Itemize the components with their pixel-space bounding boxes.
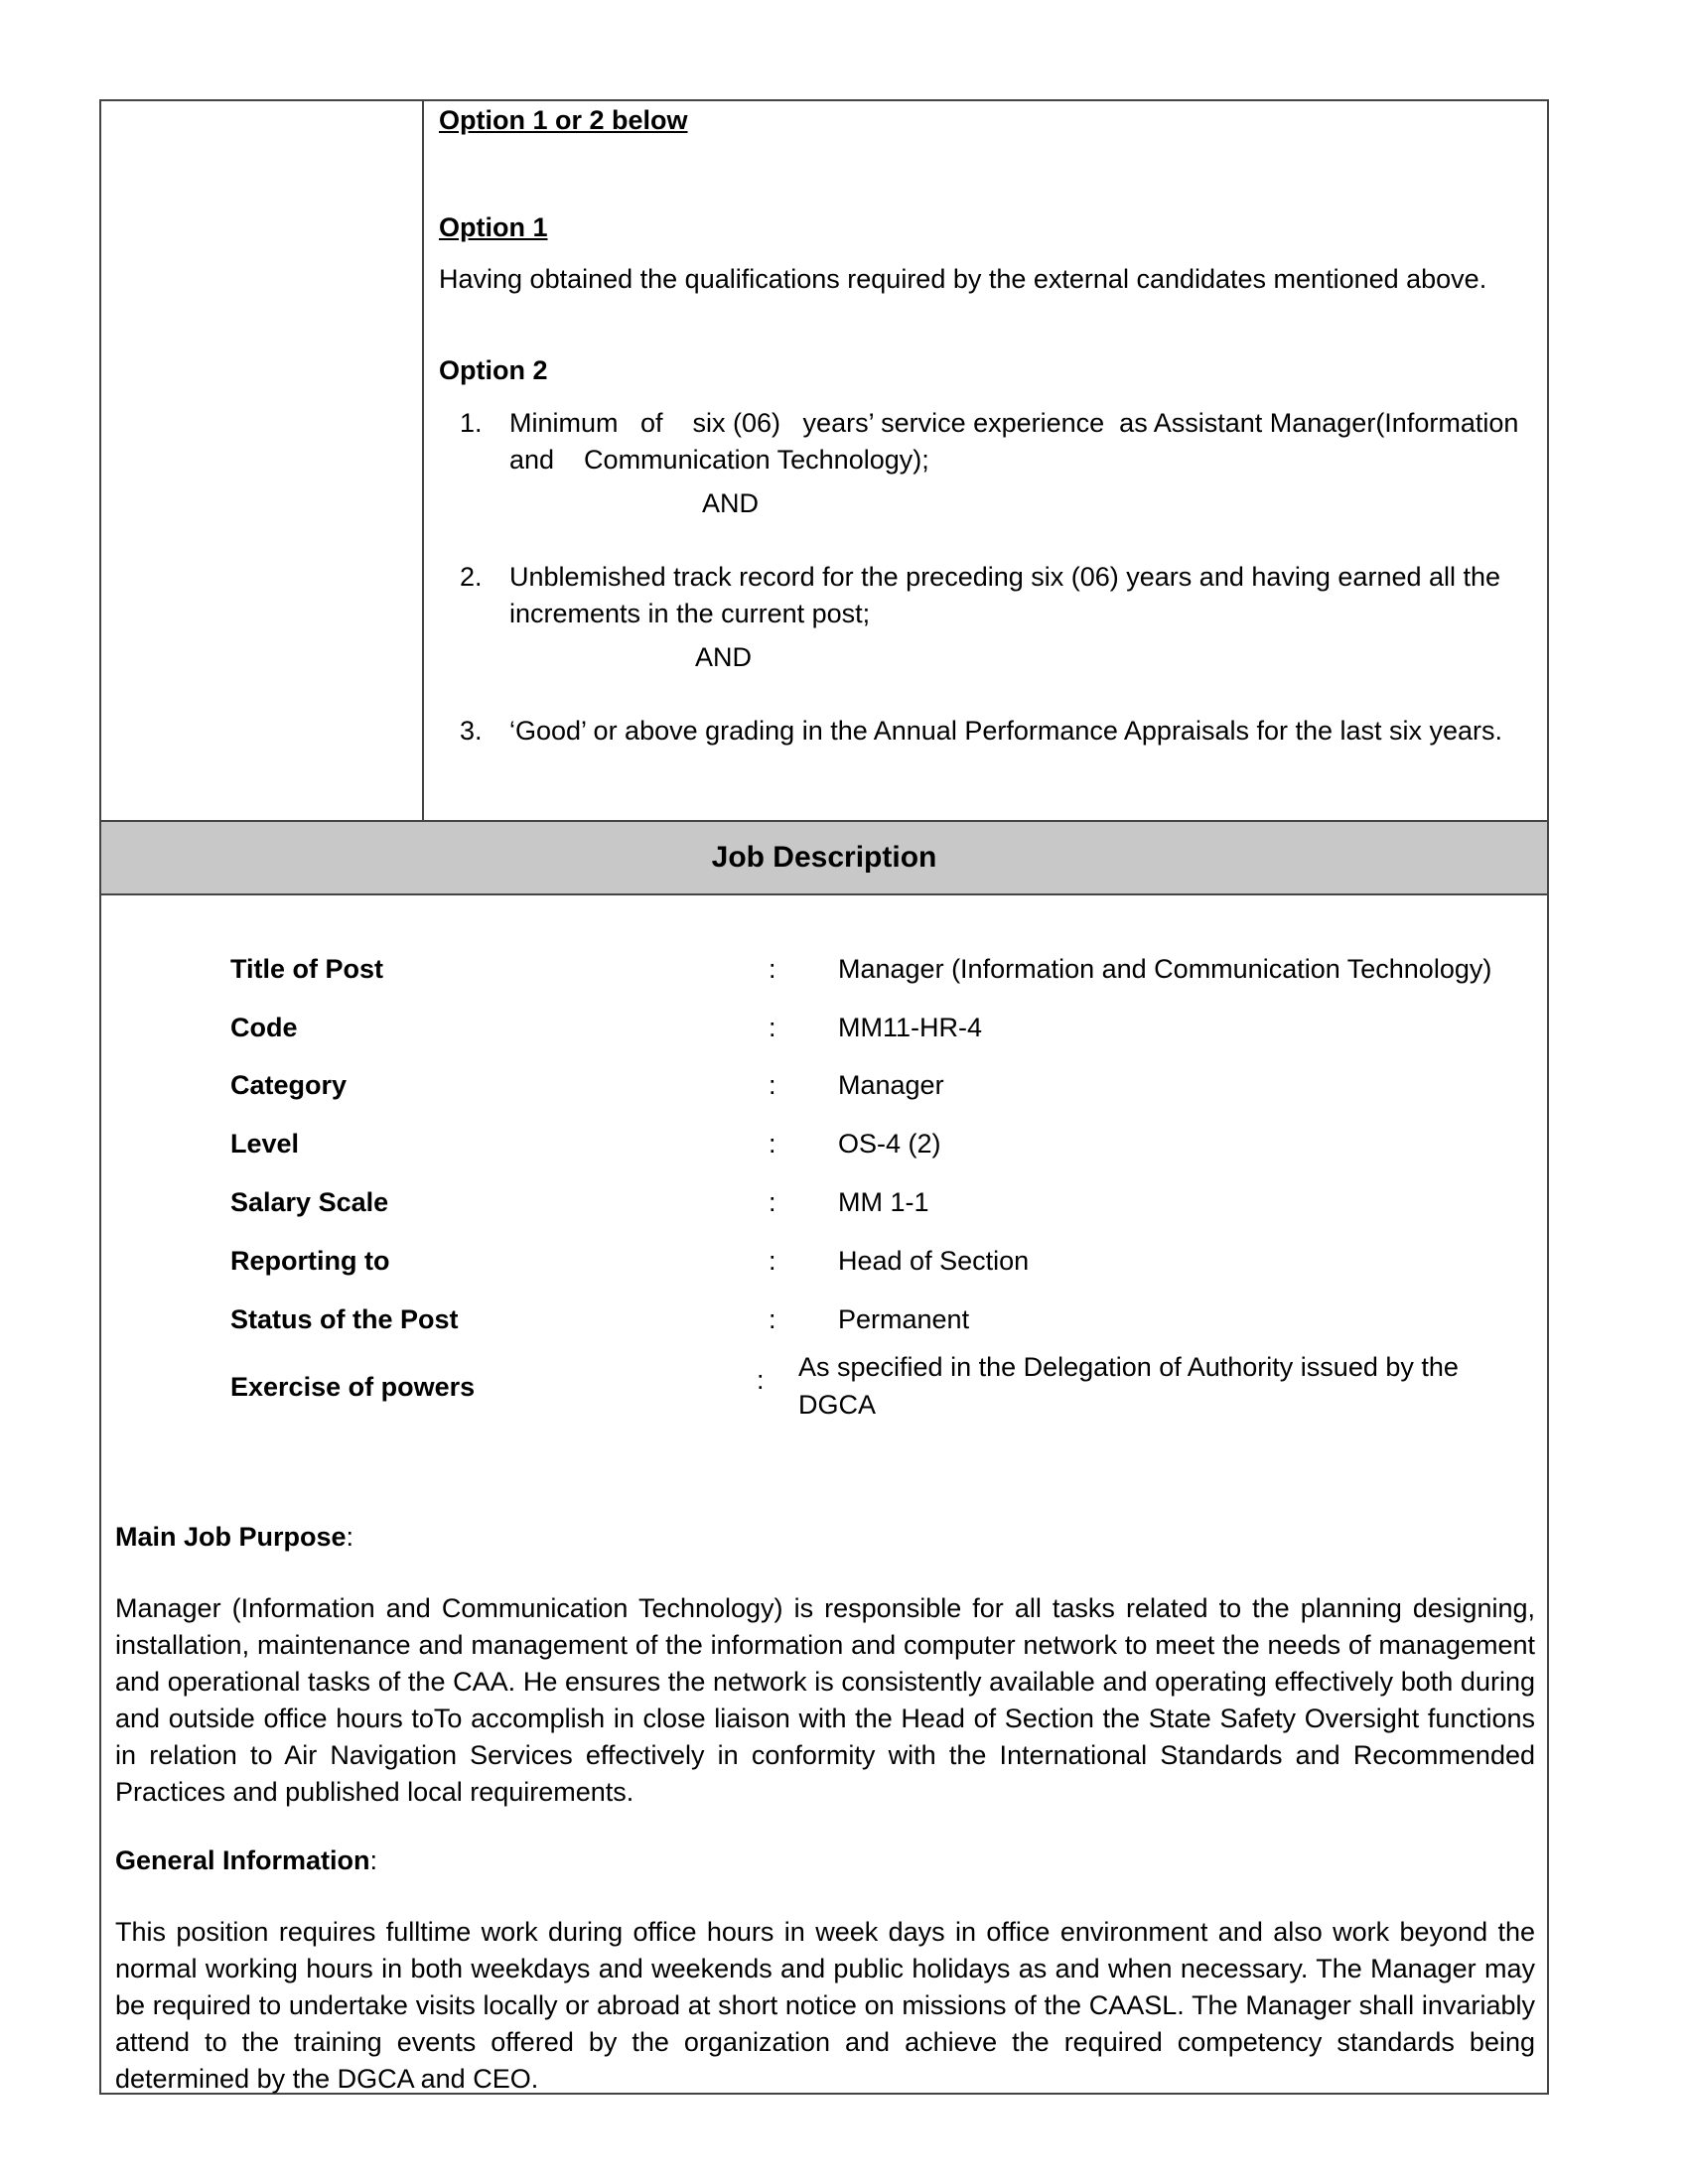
list-item-line: and Communication Technology);: [509, 445, 929, 475]
eligibility-label-cell: [101, 101, 424, 820]
field-value: Head of Section: [838, 1246, 1030, 1276]
field-value: Manager: [838, 1070, 944, 1100]
main-job-purpose-text: Manager (Information and Communication Technology) is responsible for all tasks related to the planning designing, installation, maintenance and management of the information and computer network to meet the needs of management and operational tasks of the CAA. He ensures the network is consistently available and operating effectively both during and outside office hours toTo accomplish in close liaison with the Head of Section the State Safety Oversight functions in relation to Air Navigation Services effectively in conformity with the International Standards and Recommended Practices and published local requirements.: [115, 1593, 1535, 1807]
field-separator: :: [757, 1365, 765, 1395]
field-label: Level: [230, 1129, 300, 1159]
and-conjunction: AND: [702, 488, 760, 518]
option2-title: Option 2: [439, 355, 548, 385]
and-conjunction: AND: [695, 642, 753, 672]
field-separator: :: [769, 1246, 776, 1276]
option1-title: Option 1: [439, 212, 548, 242]
field-label: Title of Post: [230, 954, 384, 984]
list-item-line: increments in the current post;: [509, 599, 871, 628]
document-table: [99, 99, 1549, 2095]
list-item-line: ‘Good’ or above grading in the Annual Performance Appraisals for the last six years.: [509, 716, 1503, 746]
general-information-text: This position requires fulltime work during office hours in week days in office environment and also work beyond the normal working hours in both weekdays and weekends and public holidays as and when necessary. The Manager may be required to undertake visits locally or abroad at short notice on missions of the CAASL. The Manager shall invariably attend to the training events offered by the organization and achieve the required competency standards being determined by the DGCA and CEO.: [115, 1917, 1535, 2094]
option1-text: Having obtained the qualifications required by the external candidates mentioned above.: [439, 264, 1487, 294]
field-label: Status of the Post: [230, 1304, 459, 1334]
general-information-heading: [115, 1842, 377, 1879]
field-separator: :: [769, 1187, 776, 1217]
main-job-purpose-heading: [115, 1518, 353, 1556]
list-item-number: 3.: [460, 716, 483, 746]
eligibility-row: [101, 101, 1547, 822]
field-value: OS-4 (2): [838, 1129, 941, 1159]
field-label: Code: [230, 1013, 298, 1042]
field-value: MM 1-1: [838, 1187, 929, 1217]
field-value: Permanent: [838, 1304, 970, 1334]
list-item-line: Minimum of six (06) years’ service experience as Assistant Manager(Information: [509, 408, 1519, 438]
heading-colon: :: [346, 1522, 354, 1552]
field-value: DGCA: [798, 1390, 877, 1420]
field-separator: :: [769, 954, 776, 984]
field-label: Category: [230, 1070, 348, 1100]
field-value: Manager (Information and Communication Technology): [838, 954, 1492, 984]
field-label: Salary Scale: [230, 1187, 389, 1217]
field-separator: :: [769, 1304, 776, 1334]
list-item-number: 2.: [460, 562, 483, 592]
list-item-line: Unblemished track record for the preceding six (06) years and having earned all the: [509, 562, 1501, 592]
field-separator: :: [769, 1013, 776, 1042]
list-item-number: 1.: [460, 408, 483, 438]
field-separator: :: [769, 1070, 776, 1100]
job-description-header: Job Description: [101, 822, 1547, 895]
field-value: As specified in the Delegation of Authority issued by the: [798, 1352, 1459, 1382]
field-separator: :: [769, 1129, 776, 1159]
heading-colon: :: [369, 1845, 378, 1875]
field-value: MM11-HR-4: [838, 1013, 983, 1042]
field-label: Exercise of powers: [230, 1372, 476, 1402]
heading-label: Main Job Purpose: [115, 1522, 347, 1552]
options-heading: Option 1 or 2 below: [439, 105, 688, 135]
field-label: Reporting to: [230, 1246, 390, 1276]
heading-label: General Information: [115, 1845, 370, 1875]
